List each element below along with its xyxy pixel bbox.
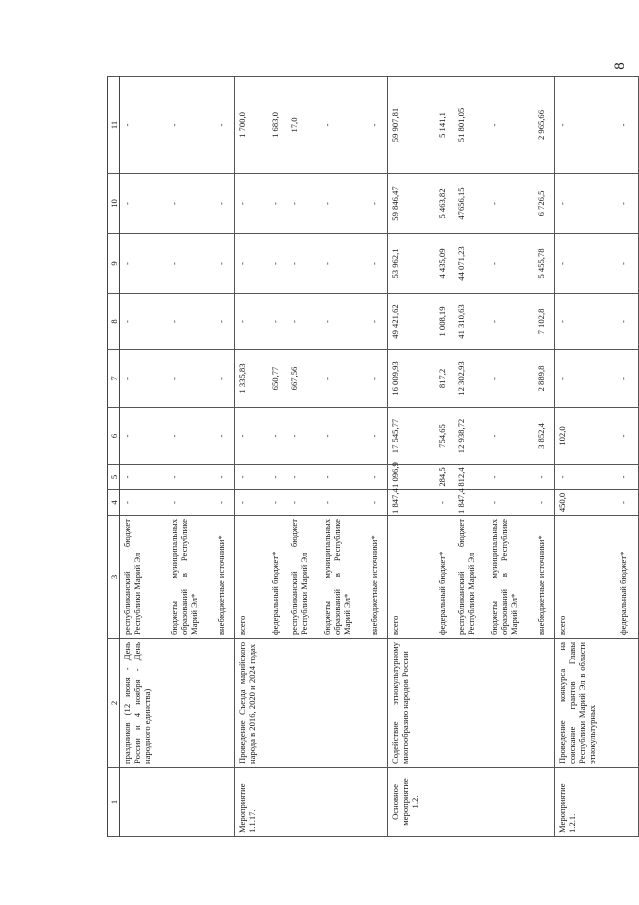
amount-cell: - — [534, 465, 554, 490]
funding-source-cell: бюджеты муниципальных образований в Республике Марий Эл* — [167, 516, 214, 639]
table-bottom-padding — [635, 77, 639, 837]
amount-cell: - — [320, 350, 367, 408]
table-row — [487, 77, 534, 837]
amount-cell: 4 435,09 — [435, 234, 454, 294]
measure-title-cell: Проведение Съезда марийского народа в 2016, 2020 и 2024 годах — [234, 639, 268, 768]
amount-cell: - — [367, 408, 387, 465]
padding-cell — [635, 465, 639, 490]
funding-source-cell: всего — [387, 516, 435, 639]
padding-cell — [635, 516, 639, 639]
col-header: 6 — [108, 408, 120, 465]
col-header: 11 — [108, 77, 120, 174]
measure-title-cell — [214, 639, 234, 768]
amount-cell: - — [367, 465, 387, 490]
amount-cell: - — [287, 490, 320, 516]
amount-cell: - — [120, 350, 168, 408]
amount-cell: - — [214, 174, 234, 234]
padding-cell — [635, 77, 639, 174]
col-header: 10 — [108, 174, 120, 234]
amount-cell: 3 852,4 — [534, 408, 554, 465]
amount-cell: - — [487, 294, 534, 350]
amount-cell: - — [167, 465, 214, 490]
amount-cell: - — [616, 174, 635, 234]
funding-source-cell: республиканский бюджет Республики Марий Эл — [120, 516, 168, 639]
amount-cell: - — [554, 174, 615, 234]
amount-cell: - — [320, 490, 367, 516]
amount-cell: - — [214, 77, 234, 174]
amount-cell: - — [287, 465, 320, 490]
amount-cell: - — [214, 350, 234, 408]
amount-cell: - — [120, 234, 168, 294]
amount-cell: - — [268, 490, 287, 516]
amount-cell: - — [120, 174, 168, 234]
amount-cell: 51 801,05 — [454, 77, 487, 174]
funding-source-cell: республиканский бюджет Республики Марий Эл — [287, 516, 320, 639]
amount-cell: - — [214, 294, 234, 350]
amount-cell: - — [320, 465, 367, 490]
amount-cell: - — [487, 77, 534, 174]
padding-cell — [635, 408, 639, 465]
col-header: 4 — [108, 490, 120, 516]
amount-cell: 59 907,81 — [387, 77, 435, 174]
amount-cell: - — [120, 294, 168, 350]
padding-cell — [635, 174, 639, 234]
amount-cell: 1 096,9 — [387, 465, 435, 490]
amount-cell: 59 846,47 — [387, 174, 435, 234]
amount-cell: 650,77 — [268, 350, 287, 408]
funding-source-cell: федеральный бюджет* — [616, 516, 635, 639]
amount-cell: 49 421,62 — [387, 294, 435, 350]
col-header: 2 — [108, 639, 120, 768]
measure-number-cell: Основное мероприятие 1.2. — [387, 768, 435, 837]
measure-title-cell — [435, 639, 454, 768]
col-header: 8 — [108, 294, 120, 350]
amount-cell: - — [320, 408, 367, 465]
funding-source-cell: внебюджетные источники* — [214, 516, 234, 639]
amount-cell: - — [287, 174, 320, 234]
amount-cell: - — [367, 77, 387, 174]
amount-cell: - — [234, 234, 268, 294]
table-row — [554, 77, 615, 837]
amount-cell: - — [234, 408, 268, 465]
amount-cell: 450,0 — [554, 490, 615, 516]
amount-cell: - — [234, 294, 268, 350]
amount-cell: 44 071,23 — [454, 234, 487, 294]
page-number: 8 — [612, 62, 628, 70]
measure-number-cell — [214, 768, 234, 837]
amount-cell: - — [167, 77, 214, 174]
amount-cell: - — [367, 234, 387, 294]
funding-source-cell: внебюджетные источники* — [534, 516, 554, 639]
funding-source-cell: бюджеты муниципальных образований в Республике Марий Эл* — [487, 516, 534, 639]
amount-cell: - — [268, 234, 287, 294]
measure-title-cell: Проведение конкурса на соискание грантов Главы Республики Марий Эл в области этнокультурных — [554, 639, 615, 768]
table-row — [214, 77, 234, 837]
amount-cell: - — [234, 174, 268, 234]
amount-cell: - — [320, 77, 367, 174]
measure-number-cell — [487, 768, 534, 837]
amount-cell: - — [214, 490, 234, 516]
measure-title-cell — [320, 639, 367, 768]
amount-cell: - — [616, 77, 635, 174]
amount-cell: 2 965,66 — [534, 77, 554, 174]
amount-cell: - — [367, 350, 387, 408]
measure-title-cell — [367, 639, 387, 768]
amount-cell: - — [616, 234, 635, 294]
col-header: 3 — [108, 516, 120, 639]
amount-cell: - — [534, 490, 554, 516]
amount-cell: 1 335,83 — [234, 350, 268, 408]
header-row — [108, 77, 120, 837]
table-row — [287, 77, 320, 837]
amount-cell: 1 847,4 — [454, 490, 487, 516]
amount-cell: - — [167, 490, 214, 516]
amount-cell: - — [287, 234, 320, 294]
amount-cell: 7 102,8 — [534, 294, 554, 350]
amount-cell: - — [320, 174, 367, 234]
amount-cell: 53 962,1 — [387, 234, 435, 294]
measure-title-cell — [287, 639, 320, 768]
amount-cell: 5 463,82 — [435, 174, 454, 234]
padding-cell — [635, 294, 639, 350]
amount-cell: - — [167, 234, 214, 294]
measure-number-cell — [287, 768, 320, 837]
amount-cell: - — [167, 174, 214, 234]
measure-number-cell — [320, 768, 367, 837]
amount-cell: - — [120, 408, 168, 465]
amount-cell: - — [214, 234, 234, 294]
measure-title-cell — [268, 639, 287, 768]
amount-cell: 1 008,19 — [435, 294, 454, 350]
measure-number-cell — [435, 768, 454, 837]
amount-cell: 17 545,77 — [387, 408, 435, 465]
table-row — [534, 77, 554, 837]
amount-cell: 1 700,0 — [234, 77, 268, 174]
measure-title-cell — [167, 639, 214, 768]
amount-cell: 1 683,0 — [268, 77, 287, 174]
amount-cell: - — [320, 234, 367, 294]
amount-cell: 2 889,8 — [534, 350, 554, 408]
amount-cell: - — [616, 294, 635, 350]
funding-source-cell: всего — [554, 516, 615, 639]
amount-cell: 47656,15 — [454, 174, 487, 234]
amount-cell: - — [554, 77, 615, 174]
funding-source-cell: федеральный бюджет* — [268, 516, 287, 639]
amount-cell: - — [120, 465, 168, 490]
amount-cell: - — [320, 294, 367, 350]
amount-cell: - — [120, 490, 168, 516]
amount-cell: - — [435, 490, 454, 516]
amount-cell: - — [616, 490, 635, 516]
padding-cell — [635, 234, 639, 294]
amount-cell: 284,5 — [435, 465, 454, 490]
padding-cell — [635, 768, 639, 837]
funding-source-cell: внебюджетные источники* — [367, 516, 387, 639]
amount-cell: 5 455,78 — [534, 234, 554, 294]
measure-number-cell — [534, 768, 554, 837]
measure-title-cell: Содействие этнокультурному многообразию народов России — [387, 639, 435, 768]
amount-cell: - — [214, 408, 234, 465]
col-header: 9 — [108, 234, 120, 294]
padding-cell — [635, 490, 639, 516]
amount-cell: - — [234, 465, 268, 490]
amount-cell: - — [487, 234, 534, 294]
funding-source-cell: всего — [234, 516, 268, 639]
amount-cell: 1 847,4 — [387, 490, 435, 516]
amount-cell: 41 310,63 — [454, 294, 487, 350]
amount-cell: 6 726,5 — [534, 174, 554, 234]
budget-table — [107, 76, 639, 837]
amount-cell: 12 938,72 — [454, 408, 487, 465]
amount-cell: 817,2 — [435, 350, 454, 408]
col-header: 7 — [108, 350, 120, 408]
amount-cell: 12 302,93 — [454, 350, 487, 408]
funding-source-cell: федеральный бюджет* — [435, 516, 454, 639]
measure-number-cell — [268, 768, 287, 837]
amount-cell: - — [554, 350, 615, 408]
amount-cell: - — [167, 408, 214, 465]
table-row — [454, 77, 487, 837]
measure-number-cell: Мероприятие 1.1.17. — [234, 768, 268, 837]
measure-number-cell: Мероприятие 1.2.1. — [554, 768, 615, 837]
measure-number-cell — [120, 768, 168, 837]
amount-cell: - — [367, 294, 387, 350]
col-header: 1 — [108, 768, 120, 837]
amount-cell: 17,0 — [287, 77, 320, 174]
table-row — [268, 77, 287, 837]
col-header: 5 — [108, 465, 120, 490]
table-row — [435, 77, 454, 837]
amount-cell: 812,4 — [454, 465, 487, 490]
measure-number-cell — [454, 768, 487, 837]
amount-cell: - — [487, 408, 534, 465]
amount-cell: - — [167, 350, 214, 408]
table-row — [367, 77, 387, 837]
amount-cell: 754,65 — [435, 408, 454, 465]
measure-title-cell: праздников (12 июня - День России и 4 ноября - День народного единства) — [120, 639, 168, 768]
amount-cell: - — [268, 174, 287, 234]
amount-cell: - — [367, 490, 387, 516]
measure-number-cell — [616, 768, 635, 837]
amount-cell: - — [487, 350, 534, 408]
measure-title-cell — [454, 639, 487, 768]
amount-cell: - — [234, 490, 268, 516]
amount-cell: 667,56 — [287, 350, 320, 408]
amount-cell: - — [554, 294, 615, 350]
table-row — [167, 77, 214, 837]
table-row — [320, 77, 367, 837]
budget-table-rotated — [107, 77, 639, 837]
amount-cell: - — [287, 294, 320, 350]
amount-cell: - — [268, 408, 287, 465]
padding-cell — [635, 350, 639, 408]
funding-source-cell: бюджеты муниципальных образований в Республике Марий Эл* — [320, 516, 367, 639]
table-row — [120, 77, 168, 837]
amount-cell: - — [616, 350, 635, 408]
amount-cell: - — [214, 465, 234, 490]
measure-number-cell — [367, 768, 387, 837]
amount-cell: - — [367, 174, 387, 234]
amount-cell: - — [287, 408, 320, 465]
amount-cell: - — [616, 408, 635, 465]
amount-cell: 5 141,1 — [435, 77, 454, 174]
table-row — [234, 77, 268, 837]
measure-title-cell — [616, 639, 635, 768]
amount-cell: - — [554, 234, 615, 294]
table-row — [387, 77, 435, 837]
amount-cell: - — [120, 77, 168, 174]
amount-cell: - — [487, 465, 534, 490]
amount-cell: - — [167, 294, 214, 350]
amount-cell: - — [268, 294, 287, 350]
measure-number-cell — [167, 768, 214, 837]
padding-cell — [635, 639, 639, 768]
amount-cell: - — [487, 490, 534, 516]
funding-source-cell: республиканский бюджет Республики Марий Эл — [454, 516, 487, 639]
measure-title-cell — [534, 639, 554, 768]
table-row — [616, 77, 635, 837]
measure-title-cell — [487, 639, 534, 768]
amount-cell: - — [554, 465, 615, 490]
amount-cell: 102,0 — [554, 408, 615, 465]
amount-cell: - — [268, 465, 287, 490]
amount-cell: - — [616, 465, 635, 490]
amount-cell: 16 009,93 — [387, 350, 435, 408]
amount-cell: - — [487, 174, 534, 234]
